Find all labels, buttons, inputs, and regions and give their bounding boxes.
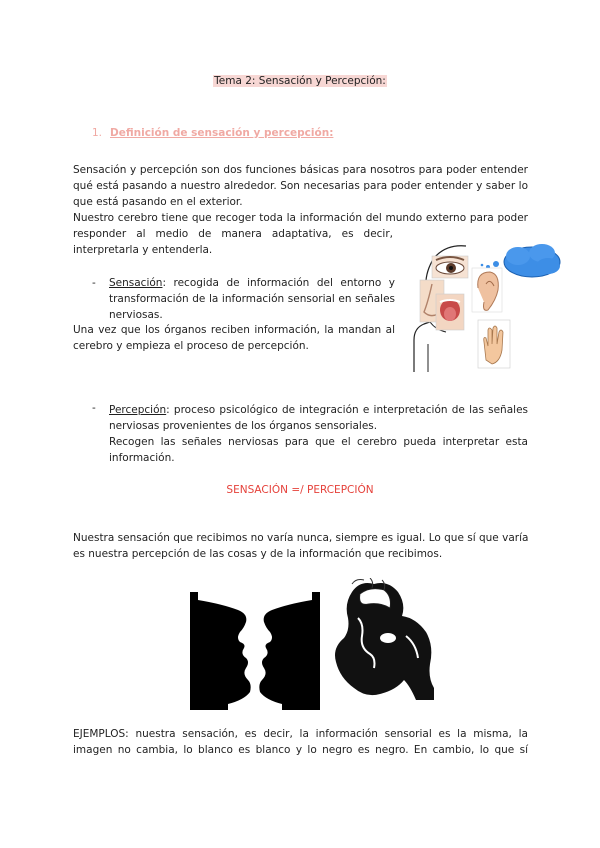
paragraph-line: Nuestra sensación que recibimos no varía nunca, siempre es igual. Lo que sí que varía xyxy=(73,532,529,544)
paragraph-line: Sensación y percepción son dos funciones básicas para nosotros para poder entender xyxy=(73,164,528,176)
paragraph-line: EJEMPLOS: nuestra sensación, es decir, la información sensorial es la misma, la xyxy=(73,728,528,740)
paragraph-line: cerebro y empieza el proceso de percepción. xyxy=(73,340,309,352)
bullet-line: nerviosas provenientes de los órganos sensoriales. xyxy=(109,420,378,432)
paragraph-line: qué está pasando a nuestro alrededor. Son necesarias para poder entender y saber lo xyxy=(73,180,528,192)
ear-icon xyxy=(472,268,502,312)
bullet-line: Recogen las señales nerviosas para que el cerebro pueda interpretar esta xyxy=(109,436,528,448)
young-old-woman-illusion xyxy=(330,578,438,710)
page-title: Tema 2: Sensación y Percepción: xyxy=(214,75,386,87)
term-sensacion: Sensación xyxy=(109,277,163,289)
bullet-dash: - xyxy=(92,402,96,414)
bullet-dash: - xyxy=(92,277,96,289)
paragraph-line: Una vez que los órganos reciben información, la mandan al xyxy=(73,324,395,336)
highlight-text: SENSACIÓN =/ PERCEPCIÓN xyxy=(226,484,374,496)
paragraph-line: responder al medio de manera adaptativa, es decir, xyxy=(73,228,393,240)
senses-illustration xyxy=(406,240,566,372)
paragraph-line: interpretarla y entenderla. xyxy=(73,244,213,256)
section-number: 1. xyxy=(92,127,103,139)
mouth-icon xyxy=(436,294,464,330)
rubin-vase-illustration xyxy=(190,592,320,710)
section-heading-text: Definición de sensación y percepción: xyxy=(110,127,334,139)
bullet-line: información. xyxy=(109,452,175,464)
term-percepcion: Percepción xyxy=(109,404,167,416)
paragraph-line: imagen no cambia, lo blanco es blanco y lo negro es negro. En cambio, lo que sí xyxy=(73,744,528,756)
paragraph-line: es nuestra percepción de las cosas y de la información que recibimos. xyxy=(73,548,443,560)
paragraph-line: que está pasando en el exterior. xyxy=(73,196,243,208)
bullet-line: Percepción: proceso psicológico de integración e interpretación de las señales xyxy=(109,404,528,416)
paragraph-line: Nuestro cerebro tiene que recoger toda la información del mundo externo para poder xyxy=(73,212,528,224)
bullet-line: nerviosas. xyxy=(109,309,163,321)
eye-icon xyxy=(432,256,468,278)
bullet-line: transformación de la información sensorial en señales xyxy=(109,293,395,305)
hand-icon xyxy=(478,320,510,368)
section-heading xyxy=(92,125,333,141)
bullet-line: Sensación: recogida de información del entorno y xyxy=(109,277,395,289)
